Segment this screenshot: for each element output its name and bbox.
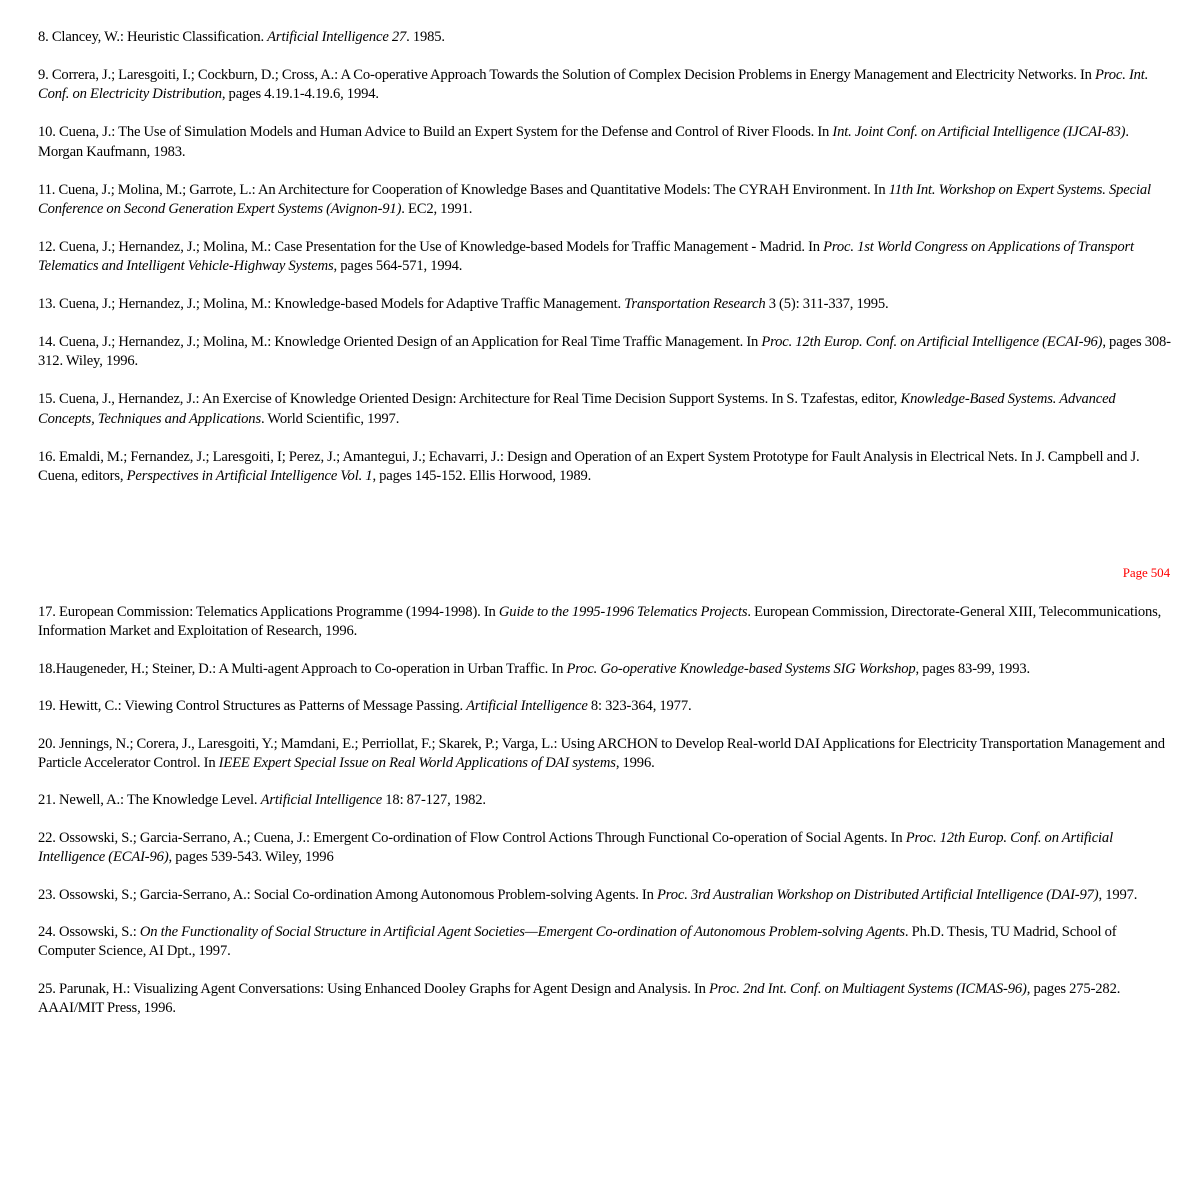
reference-title-italic: Proc. Go-operative Knowledge-based Systems SIG Workshop (566, 660, 916, 677)
reference-title-italic: Int. Joint Conf. on Artificial Intelligence (IJCAI-83) (832, 124, 1126, 141)
reference-text: 11. Cuena, J.; Molina, M.; Garrote, L.: An Architecture for Cooperation of Knowledge Bases and Quantitative Models: The CYRAH Environment. In (38, 181, 889, 198)
reference-text: , pages 275-282. AAAI/MIT Press, 1996. (38, 980, 1121, 1017)
reference-list-top (38, 28, 1172, 487)
reference-title-italic: Proc. 12th Europ. Conf. on Artificial Intelligence (ECAI-96) (761, 334, 1103, 351)
reference-text: 16. Emaldi, M.; Fernandez, J.; Laresgoiti, I; Perez, J.; Amantegui, J.; Echavarri, J.: Design and Operation of an Expert System Prototype for Fault Analysis in Electrical Nets. In J. Campbell and J. Cuena, editors, (38, 448, 1140, 485)
reference-entry (38, 660, 1172, 679)
reference-title-italic: Guide to the 1995-1996 Telematics Projects (498, 604, 748, 620)
reference-list-bottom (38, 603, 1172, 1019)
reference-title-italic: IEEE Expert Special Issue on Real World Applications of DAI systems (218, 755, 616, 772)
reference-entry (38, 829, 1172, 868)
reference-entry (38, 923, 1172, 962)
page-marker: Page 504 (1122, 565, 1170, 580)
reference-entry (38, 28, 1172, 47)
reference-entry (38, 603, 1172, 642)
reference-title-italic: Proc. 3rd Australian Workshop on Distributed Artificial Intelligence (DAI-97) (656, 886, 1099, 903)
reference-title-italic: 11th Int. Workshop on Expert Systems. Special Conference on Second Generation Expert Systems (Avignon-91) (38, 181, 1151, 217)
reference-entry (38, 181, 1172, 220)
reference-text: 18: 87-127, 1982. (382, 792, 486, 809)
reference-text: , pages 83-99, 1993. (915, 660, 1030, 677)
reference-title-italic: Proc. 2nd Int. Conf. on Multiagent Systems (ICMAS-96) (709, 980, 1027, 997)
reference-text: 21. Newell, A.: The Knowledge Level. (38, 792, 261, 809)
reference-title-italic: Artificial Intelligence (260, 792, 383, 809)
reference-entry (38, 791, 1172, 810)
reference-text: 20. Jennings, N.; Corera, J., Laresgoiti, Y.; Mamdani, E.; Perriollat, F.; Skarek, P.; Varga, L.: Using ARCHON to Develop Real-world DAI Applications for Electricity Transportation Management and Particle Accelerator Control. In (38, 735, 1165, 772)
reference-text: 3 (5): 311-337, 1995. (765, 296, 889, 313)
reference-text: 13. Cuena, J.; Hernandez, J.; Molina, M.: Knowledge-based Models for Adaptive Traffic Management. (38, 296, 625, 313)
reference-text: , pages 308-312. Wiley, 1996. (38, 334, 1171, 370)
reference-entry (38, 66, 1172, 105)
reference-text: 19. Hewitt, C.: Viewing Control Structures as Patterns of Message Passing. (38, 698, 467, 715)
reference-title-italic: Transportation Research (624, 296, 766, 313)
reference-entry (38, 390, 1172, 429)
reference-entry (38, 886, 1172, 905)
reference-text: 12. Cuena, J.; Hernandez, J.; Molina, M.: Case Presentation for the Use of Knowledge-based Models for Traffic Management - Madrid. In (38, 238, 824, 255)
reference-text: , 1997. (1098, 886, 1138, 903)
reference-title-italic: Proc. Int. Conf. on Electricity Distribution (38, 66, 1149, 103)
reference-entry (38, 448, 1172, 487)
reference-text: , pages 564-571, 1994. (333, 258, 463, 275)
reference-text: 10. Cuena, J.: The Use of Simulation Models and Human Advice to Build an Expert System for the Defense and Control of River Floods. In (38, 124, 833, 141)
reference-entry (38, 333, 1172, 372)
reference-text: , pages 145-152. Ellis Horwood, 1989. (372, 468, 592, 485)
reference-text: . European Commission, Directorate-General XIII, Telecommunications, Information Market and Exploitation of Research, 1996. (38, 604, 1162, 640)
reference-text: 17. European Commission: Telematics Applications Programme (1994-1998). In (38, 604, 499, 620)
reference-title-italic: Perspectives in Artificial Intelligence Vol. 1 (126, 468, 373, 485)
reference-text: . Ph.D. Thesis, TU Madrid, School of Computer Science, AI Dpt., 1997. (38, 924, 1117, 960)
reference-title-italic: Proc. 1st World Congress on Applications of Transport Telematics and Intelligent Vehicle-Highway Systems (38, 238, 1134, 275)
reference-text: . EC2, 1991. (401, 200, 473, 217)
reference-entry (38, 123, 1172, 162)
reference-text: 15. Cuena, J., Hernandez, J.: An Exercise of Knowledge Oriented Design: Architecture for Real Time Decision Support Systems. In S. Tzafestas, editor, (38, 391, 901, 408)
reference-text: 8: 323-364, 1977. (587, 698, 692, 715)
reference-text: . World Scientific, 1997. (261, 410, 400, 427)
reference-text: . 1985. (406, 29, 445, 45)
reference-title-italic: Artificial Intelligence 27 (267, 29, 407, 45)
reference-text: 22. Ossowski, S.; Garcia-Serrano, A.; Cuena, J.: Emergent Co-ordination of Flow Control Actions Through Functional Co-operation of Social Agents. In (38, 829, 906, 846)
reference-entry (38, 238, 1172, 277)
reference-entry (38, 697, 1172, 716)
reference-text: 25. Parunak, H.: Visualizing Agent Conversations: Using Enhanced Dooley Graphs for Agent Design and Analysis. In (38, 980, 710, 997)
reference-text: , pages 539-543. Wiley, 1996 (168, 849, 334, 866)
reference-title-italic: Proc. 12th Europ. Conf. on Artificial Intelligence (ECAI-96) (38, 829, 1113, 866)
reference-text: 23. Ossowski, S.; Garcia-Serrano, A.: Social Co-ordination Among Autonomous Problem-solving Agents. In (38, 886, 657, 903)
reference-text: , 1996. (615, 755, 655, 772)
reference-text: 9. Correra, J.; Laresgoiti, I.; Cockburn, D.; Cross, A.: A Co-operative Approach Towards the Solution of Complex Decision Problems in Energy Management and Electricity Networks. In (38, 66, 1096, 83)
reference-text: , pages 4.19.1-4.19.6, 1994. (221, 86, 379, 103)
reference-entry (38, 735, 1172, 774)
reference-entry (38, 980, 1172, 1019)
reference-title-italic: Artificial Intelligence (466, 698, 588, 715)
reference-text: 14. Cuena, J.; Hernandez, J.; Molina, M.: Knowledge Oriented Design of an Application for Real Time Traffic Management. In (38, 334, 762, 351)
reference-text: 24. Ossowski, S.: (38, 924, 140, 941)
reference-title-italic: Knowledge-Based Systems. Advanced Concepts, Techniques and Applications (38, 391, 1116, 427)
reference-title-italic: On the Functionality of Social Structure in Artificial Agent Societies—Emergent Co-ordination of Autonomous Problem-solving Agents (139, 924, 905, 941)
section-spacer (38, 505, 1172, 565)
reference-entry (38, 295, 1172, 314)
reference-text: 8. Clancey, W.: Heuristic Classification. (38, 29, 268, 45)
reference-text: . Morgan Kaufmann, 1983. (38, 124, 1129, 160)
reference-text: 18.Haugeneder, H.; Steiner, D.: A Multi-agent Approach to Co-operation in Urban Traffic. In (38, 660, 567, 677)
